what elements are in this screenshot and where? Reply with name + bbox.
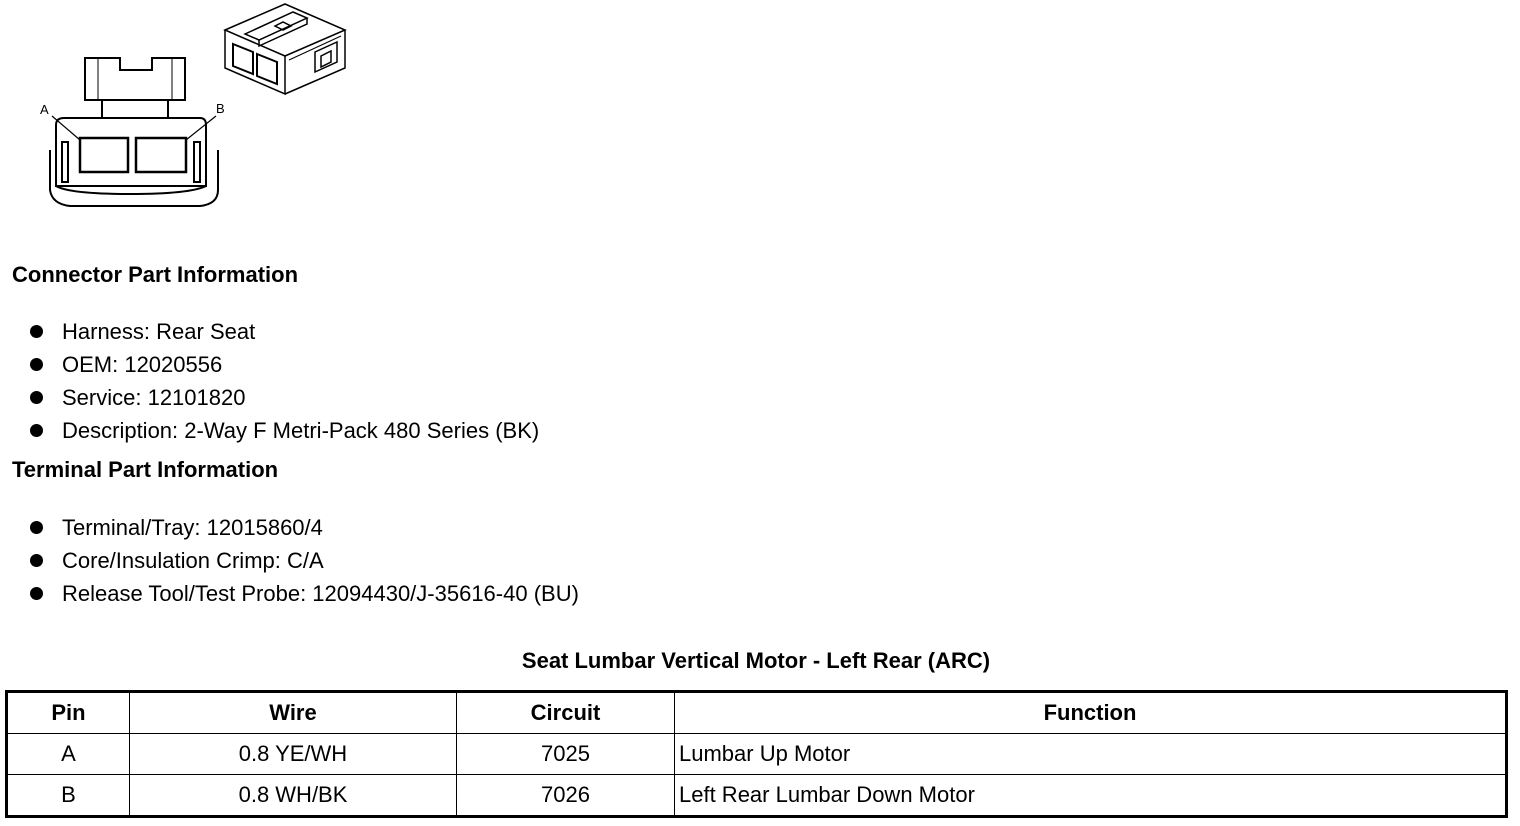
header-circuit: Circuit (457, 692, 675, 734)
release-tool-text: Release Tool/Test Probe: 12094430/J-35616-40 (BU) (62, 581, 579, 606)
table-row (7, 775, 1507, 817)
table-row (7, 734, 1507, 775)
bullet-icon (30, 521, 43, 534)
bullet-icon (30, 424, 43, 437)
list-item (0, 577, 579, 610)
list-item (0, 348, 539, 381)
crimp-text: Core/Insulation Crimp: C/A (62, 548, 324, 573)
pin-table (5, 690, 1508, 818)
service-text: Service: 12101820 (62, 385, 246, 410)
oem-text: OEM: 12020556 (62, 352, 223, 377)
connector-front-view-illustration (30, 50, 230, 210)
header-wire: Wire (130, 692, 457, 734)
list-item (0, 315, 539, 348)
bullet-icon (30, 391, 43, 404)
list-item (0, 381, 539, 414)
connector-isometric-illustration (215, 0, 365, 100)
terminal-tray-text: Terminal/Tray: 12015860/4 (62, 515, 323, 540)
cell-wire: 0.8 WH/BK (130, 775, 457, 817)
cell-wire: 0.8 YE/WH (130, 734, 457, 775)
list-item (0, 414, 539, 447)
list-item (0, 511, 579, 544)
description-text: Description: 2-Way F Metri-Pack 480 Series (BK) (62, 418, 540, 443)
cell-function: Left Rear Lumbar Down Motor (675, 775, 1507, 817)
connector-info-list (0, 315, 539, 447)
bullet-icon (30, 358, 43, 371)
cell-circuit: 7026 (457, 775, 675, 817)
pin-label-b: B (216, 101, 225, 116)
cell-function: Lumbar Up Motor (675, 734, 1507, 775)
cell-pin: B (7, 775, 130, 817)
cell-circuit: 7025 (457, 734, 675, 775)
pin-label-a: A (40, 102, 49, 117)
cell-pin: A (7, 734, 130, 775)
terminal-info-list (0, 511, 579, 610)
pin-table-title: Seat Lumbar Vertical Motor - Left Rear (ARC) (521, 648, 991, 673)
header-pin: Pin (7, 692, 130, 734)
bullet-icon (30, 587, 43, 600)
header-function: Function (675, 692, 1507, 734)
terminal-part-information-heading: Terminal Part Information (12, 457, 279, 482)
bullet-icon (30, 554, 43, 567)
table-header-row (7, 692, 1507, 734)
bullet-icon (30, 325, 43, 338)
connector-part-information-heading: Connector Part Information (12, 262, 299, 287)
list-item (0, 544, 579, 577)
harness-text: Harness: Rear Seat (62, 319, 256, 344)
